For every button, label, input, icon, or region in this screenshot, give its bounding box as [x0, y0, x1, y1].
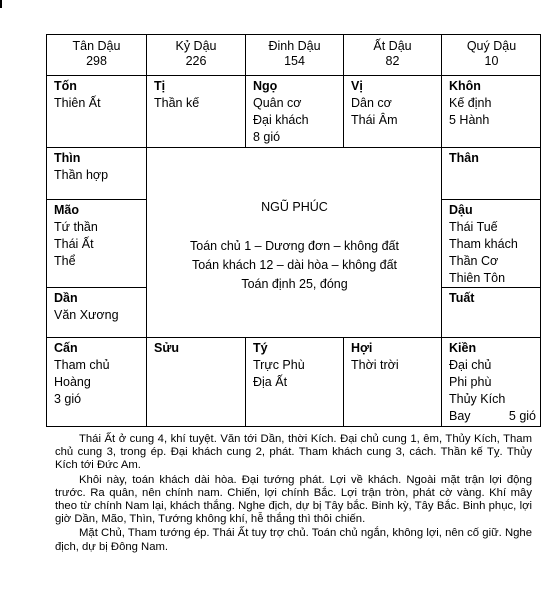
header-value: 298 — [86, 54, 107, 68]
cell-line: Dân cơ — [351, 96, 392, 110]
cell-title: Mão — [54, 203, 79, 217]
cell-mao — [47, 200, 147, 288]
cell-khon — [442, 76, 541, 148]
cell-line: Thái Tuế — [449, 220, 498, 234]
cell-line: Đại khách — [253, 113, 309, 127]
cell-vi — [344, 76, 442, 148]
header-name: Quý Dậu — [466, 39, 517, 53]
header-value: 154 — [284, 54, 305, 68]
cell-line: Thời trời — [351, 358, 399, 372]
center-line: Toán định 25, đóng — [241, 277, 348, 291]
cell-line: Thể — [54, 254, 76, 268]
cell-line: Thái Ất — [54, 237, 94, 251]
cell-extra: 5 gió — [508, 409, 536, 423]
cell-ton — [47, 76, 147, 148]
header-value: 82 — [385, 54, 400, 68]
cell-title: Dậu — [449, 203, 473, 217]
cell-line: Thiên Ất — [54, 96, 101, 110]
center-title: NGŨ PHÚC — [261, 200, 328, 214]
cell-dau — [442, 200, 541, 288]
divination-grid — [46, 34, 541, 427]
cell-line: Tham khách — [449, 237, 518, 251]
cell-title: Tị — [154, 79, 166, 93]
header-cell-dinh-dau — [246, 35, 344, 76]
cell-line: Kế định — [449, 96, 492, 110]
cell-title: Ngọ — [253, 79, 278, 93]
header-cell-tan-dau — [47, 35, 147, 76]
cell-line: Thái Âm — [351, 113, 398, 127]
cell-line: Phi phù — [449, 375, 492, 389]
cell-suu — [147, 338, 246, 426]
cell-tuat — [442, 288, 541, 338]
cell-line: Thần Cơ — [449, 254, 499, 268]
body-text — [55, 433, 532, 555]
header-value: 226 — [185, 54, 207, 68]
header-name: Tân Dậu — [72, 39, 121, 53]
header-cell-ky-dau — [147, 35, 246, 76]
cell-can — [47, 338, 147, 426]
cell-title: Thìn — [54, 151, 81, 165]
cell-title: Khôn — [449, 79, 481, 93]
cell-line: Hoàng — [54, 375, 91, 389]
center-line: Toán khách 12 – dài hòa – không đất — [191, 258, 398, 272]
cell-thin — [47, 148, 147, 200]
cell-ngo — [246, 76, 344, 148]
header-name: Đinh Dậu — [268, 39, 321, 53]
cell-line: Tham chủ — [54, 358, 110, 372]
header-cell-at-dau — [344, 35, 442, 76]
cell-line: Địa Ất — [253, 375, 288, 389]
cell-title: Vị — [351, 79, 363, 93]
cell-line: Tứ thần — [54, 220, 98, 234]
cell-line: Quân cơ — [253, 96, 302, 110]
cell-line: Văn Xương — [54, 308, 119, 322]
header-name: Ất Dậu — [373, 39, 412, 53]
header-cell-quy-dau — [442, 35, 541, 76]
cell-line: Trực Phù — [253, 358, 305, 372]
cell-than — [442, 148, 541, 200]
cell-title: Tý — [253, 341, 268, 355]
cell-line: 5 Hành — [449, 113, 490, 127]
cell-line: Bay — [449, 409, 471, 423]
cell-title: Sửu — [154, 341, 180, 355]
cell-title: Cấn — [54, 341, 78, 355]
header-name: Kỷ Dậu — [175, 39, 217, 53]
cell-line: Đại chủ — [449, 358, 492, 372]
cell-line: Thiên Tôn — [449, 271, 506, 285]
cell-line: Thần hợp — [54, 168, 109, 182]
cell-hoi — [344, 338, 442, 426]
paragraph: Khôi này, toán khách dài hòa. Đại tướng phát. Lợi về khách. Ngoài mặt trận lợi động trước. Ra quân, nên chính nam. Chiến, lợi chính Bắc. Lợi trận tròn, phát cờ vàng. Khí mây theo từ chính Nam lại, khách thắng. Nghe địch, dự bị Tây bắc. Binh kỳ, Tây Bắc. Binh phục, lợi giờ Dần, Mão, Thìn, Tướng không khí, hễ thắng thì thôi chiến. — [55, 473, 532, 526]
cell-title: Hợi — [351, 341, 373, 355]
cell-title: Kiền — [449, 341, 477, 355]
paragraph: Mặt Chủ, Tham tướng ép. Thái Ất tuy trợ chủ. Toán chủ ngắn, không lợi, nên cố giữ. Nghe địch, dự bị Đông Nam. — [55, 527, 532, 553]
cell-dan — [47, 288, 147, 338]
corner-mark — [0, 0, 2, 8]
cell-title: Tuất — [449, 291, 475, 305]
cell-line: Thủy Kích — [449, 392, 506, 406]
cell-kien — [442, 338, 541, 426]
cell-title: Thân — [449, 151, 479, 165]
cell-line: Thần kế — [154, 96, 200, 110]
paragraph: Thái Ất ở cung 4, khí tuyệt. Văn tới Dần, thời Kích. Đại chủ cung 1, êm, Thủy Kích, Tham chủ cung 3, trong ép. Đại khách cung 2, phát. Tham khách cung 3, cách. Thần kế Tỵ. Thủy Kích tới Đức Am. — [55, 433, 532, 472]
cell-ti — [147, 76, 246, 148]
cell-title: Dần — [54, 291, 78, 305]
cell-title: Tốn — [54, 79, 77, 93]
cell-line-last — [449, 408, 541, 425]
center-line: Toán chủ 1 – Dương đơn – không đất — [190, 239, 399, 253]
cell-line: 8 gió — [253, 130, 281, 144]
cell-line: 3 gió — [54, 392, 82, 406]
header-value: 10 — [484, 54, 499, 68]
cell-ty — [246, 338, 344, 426]
